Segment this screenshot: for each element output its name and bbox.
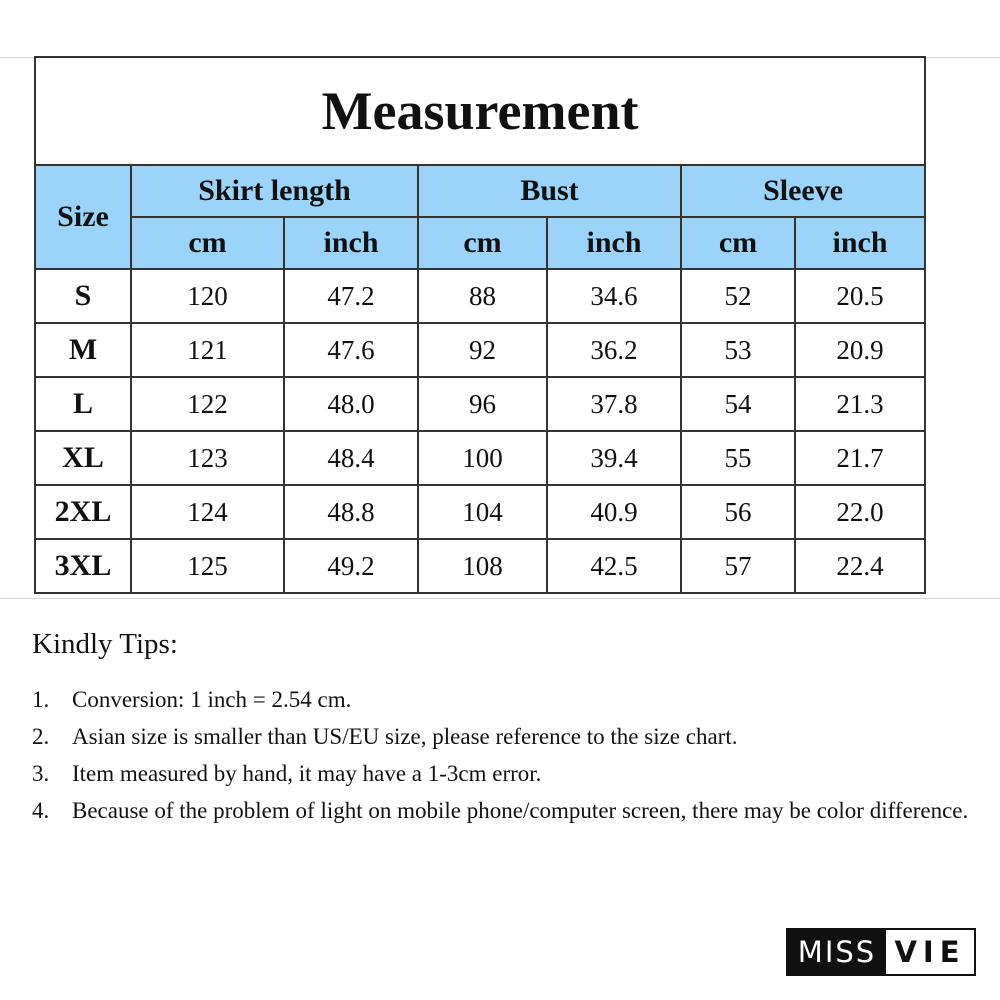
table-row [35, 269, 925, 323]
measurement-cell: 125 [131, 539, 284, 593]
unit-header: inch [547, 217, 681, 269]
size-chart-table [34, 56, 926, 594]
tip-text: Item measured by hand, it may have a 1-3cm error. [72, 761, 542, 786]
measurement-cell: 88 [418, 269, 547, 323]
tip-text: Asian size is smaller than US/EU size, please reference to the size chart. [72, 724, 738, 749]
tip-number: 4. [32, 798, 50, 823]
measurement-cell: 53 [681, 323, 795, 377]
table-row [35, 377, 925, 431]
measurement-cell: 36.2 [547, 323, 681, 377]
measurement-cell: 48.4 [284, 431, 418, 485]
unit-header: inch [284, 217, 418, 269]
size-header: Size [35, 165, 131, 269]
tips-title: Kindly Tips: [32, 628, 178, 660]
measurement-cell: 21.7 [795, 431, 925, 485]
measurement-cell: 21.3 [795, 377, 925, 431]
measurement-cell: 54 [681, 377, 795, 431]
unit-header: cm [131, 217, 284, 269]
measurement-cell: 22.4 [795, 539, 925, 593]
size-label: L [35, 377, 131, 431]
measurement-cell: 100 [418, 431, 547, 485]
measurement-cell: 122 [131, 377, 284, 431]
kindly-tips [32, 628, 992, 829]
brand-logo [786, 928, 976, 976]
table-row [35, 485, 925, 539]
measurement-cell: 55 [681, 431, 795, 485]
measurement-cell: 40.9 [547, 485, 681, 539]
size-label: XL [35, 431, 131, 485]
logo-part-miss: MISS [788, 930, 886, 974]
size-label: S [35, 269, 131, 323]
measurement-cell: 48.0 [284, 377, 418, 431]
sleeve-header: Sleeve [681, 165, 925, 217]
size-label: 3XL [35, 539, 131, 593]
tip-item [32, 681, 992, 718]
tip-text: Conversion: 1 inch = 2.54 cm. [72, 687, 352, 712]
middle-divider [0, 598, 1000, 599]
measurement-cell: 104 [418, 485, 547, 539]
measurement-cell: 34.6 [547, 269, 681, 323]
measurement-cell: 56 [681, 485, 795, 539]
measurement-cell: 120 [131, 269, 284, 323]
measurement-cell: 92 [418, 323, 547, 377]
measurement-cell: 123 [131, 431, 284, 485]
measurement-cell: 108 [418, 539, 547, 593]
table-row [35, 431, 925, 485]
measurement-cell: 49.2 [284, 539, 418, 593]
measurement-cell: 20.5 [795, 269, 925, 323]
measurement-cell: 96 [418, 377, 547, 431]
measurement-cell: 22.0 [795, 485, 925, 539]
size-label: 2XL [35, 485, 131, 539]
measurement-cell: 52 [681, 269, 795, 323]
measurement-cell: 20.9 [795, 323, 925, 377]
tip-number: 3. [32, 761, 50, 786]
tip-number: 2. [32, 724, 50, 749]
measurement-cell: 47.6 [284, 323, 418, 377]
bust-header: Bust [418, 165, 681, 217]
table-row [35, 323, 925, 377]
tip-item [32, 755, 992, 792]
measurement-cell: 37.8 [547, 377, 681, 431]
measurement-cell: 47.2 [284, 269, 418, 323]
size-label: M [35, 323, 131, 377]
tips-list [32, 681, 992, 829]
tip-number: 1. [32, 687, 50, 712]
measurement-cell: 48.8 [284, 485, 418, 539]
table-row [35, 539, 925, 593]
unit-header: inch [795, 217, 925, 269]
tip-item [32, 792, 992, 829]
skirt-length-header: Skirt length [131, 165, 418, 217]
tip-text: Because of the problem of light on mobile phone/computer screen, there may be color difference. [72, 798, 969, 823]
unit-header: cm [681, 217, 795, 269]
measurement-cell: 42.5 [547, 539, 681, 593]
measurement-cell: 57 [681, 539, 795, 593]
tip-item [32, 718, 992, 755]
measurement-cell: 121 [131, 323, 284, 377]
measurement-cell: 39.4 [547, 431, 681, 485]
unit-header: cm [418, 217, 547, 269]
table-title: Measurement [35, 57, 925, 165]
table-body [35, 269, 925, 593]
measurement-cell: 124 [131, 485, 284, 539]
logo-part-vie: VIE [886, 930, 974, 974]
